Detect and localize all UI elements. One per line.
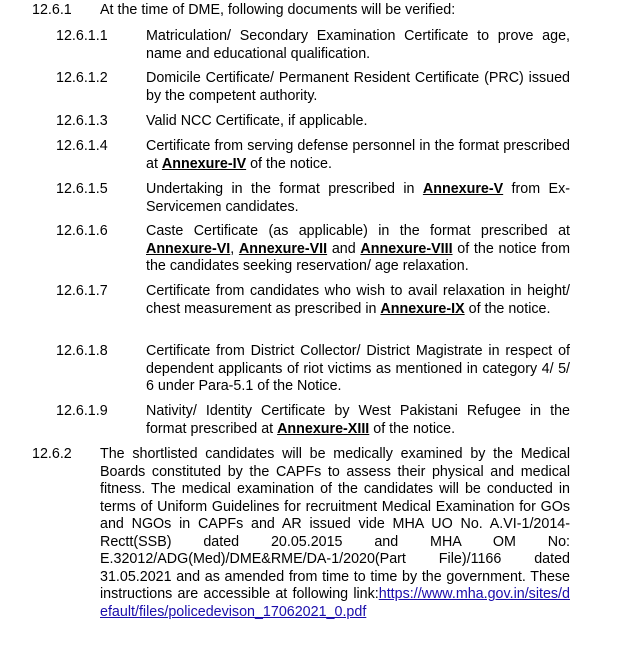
annexure-reference: Annexure-VIII — [360, 240, 453, 257]
item-text-part: , — [230, 240, 239, 257]
item-number: 12.6.1.9 — [56, 403, 108, 419]
item-number: 12.6.1.5 — [56, 181, 108, 197]
item-text-part: of the notice. — [464, 300, 551, 317]
item-text — [146, 138, 570, 173]
item-text-part: of the notice from the candidates seeking reservation/ age relaxation. — [146, 240, 570, 274]
annexure-reference: Annexure-VII — [238, 240, 328, 257]
item-number: 12.6.1.6 — [56, 223, 108, 239]
item-text: Domicile Certificate/ Permanent Resident Certificate (PRC) issued by the competent authority. — [146, 70, 570, 104]
item-text — [146, 283, 570, 318]
annexure-reference: Annexure-VI — [146, 240, 231, 257]
policy-link[interactable]: https://www.mha.gov.in/sites/default/files/policedevison_17062021_0.pdf — [100, 586, 570, 620]
annexure-reference: Annexure-V — [422, 181, 504, 197]
item-text-part: Certificate from candidates who wish to avail relaxation in height/ chest measurement as prescribed in — [146, 283, 570, 317]
item-text: Valid NCC Certificate, if applicable. — [146, 113, 368, 129]
item-number: 12.6.1.3 — [56, 113, 108, 129]
item-text-part: Caste Certificate (as applicable) in the format prescribed at — [146, 223, 570, 239]
item-text: Matriculation/ Secondary Examination Certificate to prove age, name and educational qualification. — [146, 28, 570, 62]
section-number: 12.6.1 — [32, 2, 72, 18]
item-text-part: of the notice. — [369, 420, 456, 437]
item-number: 12.6.1.7 — [56, 283, 108, 299]
item-text — [146, 223, 570, 276]
item-text — [146, 403, 570, 438]
item-text-part: Certificate from serving defense personnel in the format prescribed at — [146, 138, 570, 172]
item-text-part: Undertaking in the format prescribed in — [146, 181, 423, 197]
section-heading — [0, 2, 623, 20]
section-heading-text: At the time of DME, following documents will be verified: — [100, 2, 456, 18]
item-text: Certificate from District Collector/ District Magistrate in respect of dependent applicants of riot victims as mentioned in category 4/ 5/ 6 under Para-5.1 of the Notice. — [146, 343, 570, 394]
section-2-body: The shortlisted candidates will be medically examined by the Medical Boards constituted by the CAPFs to assess their physical and medical fitness. The medical examination of the candidates will be conducted in terms of Uniform Guidelines for recruitment Medical Examination for GOs and NGOs in CAPFs and AR issued vide MHA UO No. A.VI-1/2014-Rectt(SSB) dated 20.05.2015 and MHA OM No: E.32012/ADG(Med)/DME&RME/DA-1/2020(Part File)/1166 dated 31.05.2021 and as amended from time to time by the government. These instructions are accessible at following link: — [100, 446, 570, 602]
item-number: 12.6.1.8 — [56, 343, 108, 359]
item-text-part: Nativity/ Identity Certificate by West Pakistani Refugee in the format prescribed at — [146, 403, 570, 437]
item-text — [146, 181, 570, 216]
item-number: 12.6.1.4 — [56, 138, 108, 154]
annexure-reference: Annexure-IX — [380, 300, 465, 317]
item-text-part: from Ex-Servicemen candidates. — [146, 181, 570, 215]
section-number: 12.6.2 — [32, 446, 72, 462]
section-2-text — [100, 446, 570, 621]
item-text-part: of the notice. — [246, 155, 332, 172]
item-number: 12.6.1.1 — [56, 28, 108, 44]
annexure-reference: Annexure-XIII — [277, 420, 370, 437]
item-number: 12.6.1.2 — [56, 70, 108, 86]
item-text-part: and — [327, 240, 361, 257]
annexure-reference: Annexure-IV — [161, 155, 247, 172]
